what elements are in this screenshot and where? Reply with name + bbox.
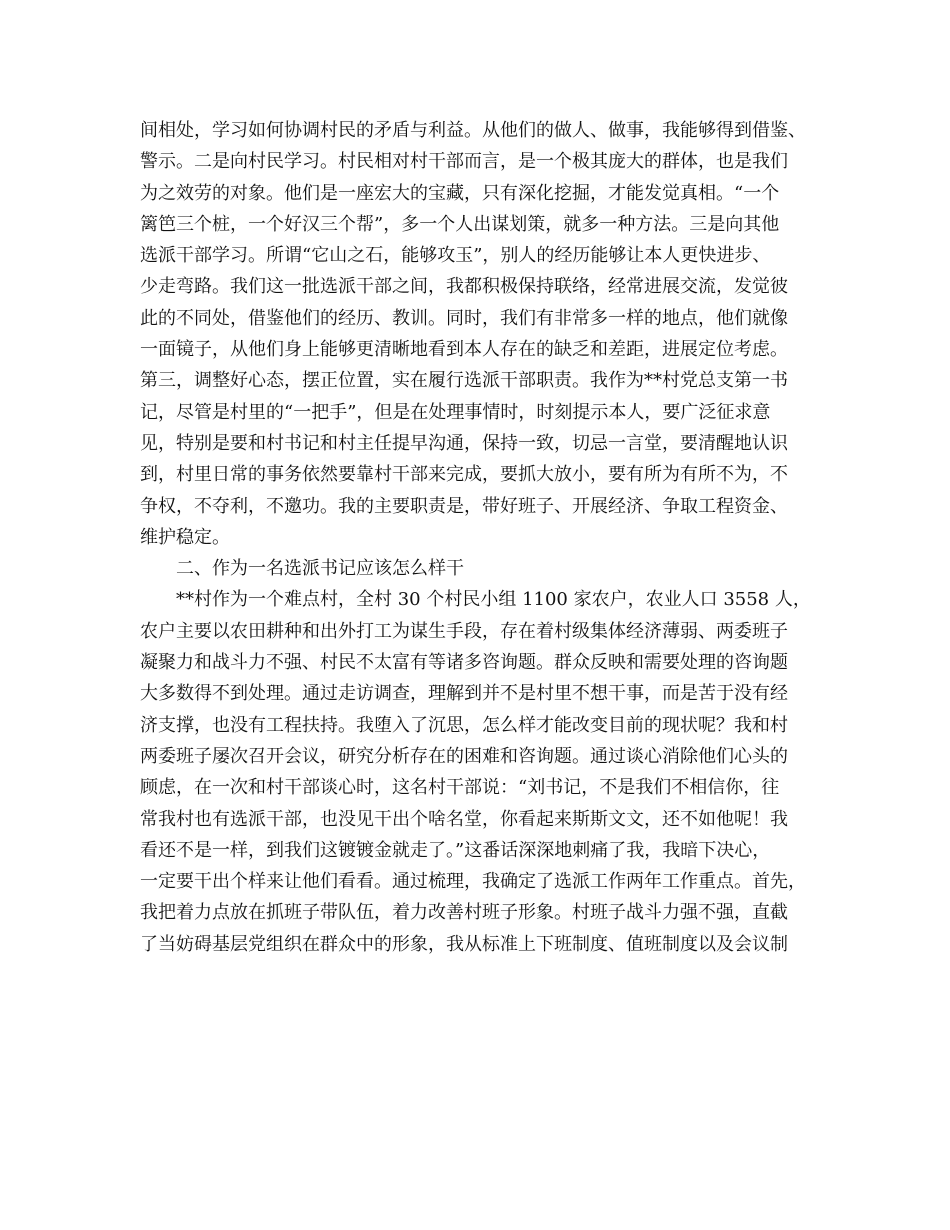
text-line: 凝聚力和战斗力不强、村民不太富有等诸多咨询题。群众反映和需要处理的咨询题: [140, 652, 788, 674]
text-line: 大多数得不到处理。通过走访调查，理解到并不是村里不想干事，而是苦于没有经: [140, 683, 788, 705]
text-line: 维护稳定。: [140, 526, 230, 548]
text-line: 一定要干出个样来让他们看看。通过梳理，我确定了选派工作两年工作重点。首先，: [140, 871, 806, 893]
text-line: 常我村也有选派干部，也没见干出个啥名堂，你看起来斯斯文文，还不如他呢！我: [140, 808, 788, 830]
document-body: [140, 115, 820, 960]
text-line: 到，村里日常的事务依然要靠村干部来完成，要抓大放小，要有所为有所不为，不: [140, 464, 788, 486]
text-line: 间相处，学习如何协调村民的矛盾与利益。从他们的做人、做事，我能够得到借鉴、: [140, 120, 806, 141]
text-line: 一面镜子，从他们身上能够更清晰地看到本人存在的缺乏和差距，进展定位考虑。: [140, 339, 788, 361]
text-line: 看还不是一样，到我们这镀镀金就走了。”这番话深深地刺痛了我，我暗下决心，: [140, 839, 771, 861]
text-line: 争权，不夺利，不邀功。我的主要职责是，带好班子、开展经济、争取工程资金、: [140, 495, 788, 517]
text-line: 为之效劳的对象。他们是一座宏大的宝藏，只有深化挖掘，才能发觉真相。“一个: [140, 182, 780, 204]
text-line: 第三，调整好心态，摆正位置，实在履行选派干部职责。我作为**村党总支第一书: [140, 370, 788, 392]
text-line: 了当妨碍基层党组织在群众中的形象，我从标准上下班制度、值班制度以及会议制: [140, 933, 788, 955]
text-line: 篱笆三个桩，一个好汉三个帮”，多一个人出谋划策，就多一种方法。三是向其他: [140, 213, 780, 235]
text-line: 农户主要以农田耕种和出外打工为谋生手段，存在着村级集体经济薄弱、两委班子: [140, 620, 788, 642]
text-line: 记，尽管是村里的“一把手”，但是在处理事情时，时刻提示本人，要广泛征求意: [140, 401, 771, 423]
text-line: 此的不同处，借鉴他们的经历、教训。同时，我们有非常多一样的地点，他们就像: [140, 307, 788, 329]
text-line: **村作为一个难点村，全村 30 个村民小组 1100 家农户，农业人口 3558 人，: [176, 589, 811, 611]
text-line: 我把着力点放在抓班子带队伍，着力改善村班子形象。村班子战斗力强不强，直截: [140, 902, 788, 924]
text-line: 见，特别是要和村书记和村主任提早沟通，保持一致，切忌一言堂，要清醒地认识: [140, 432, 788, 454]
text-line: 警示。二是向村民学习。村民相对村干部而言，是一个极其庞大的群体，也是我们: [140, 151, 788, 173]
text-line: 少走弯路。我们这一批选派干部之间，我都积极保持联络，经常进展交流，发觉彼: [140, 276, 788, 298]
text-line: 两委班子屡次召开会议，研究分析存在的困难和咨询题。通过谈心消除他们心头的: [140, 745, 788, 767]
text-line: 济支撑，也没有工程扶持。我堕入了沉思，怎么样才能改变目前的现状呢？我和村: [140, 714, 788, 736]
text-line: 顾虑，在一次和村干部谈心时，这名村干部说：“刘书记，不是我们不相信你，往: [140, 777, 780, 799]
section-heading: 二、作为一名选派书记应该怎么样干: [176, 558, 464, 580]
text-line: 选派干部学习。所谓“它山之石，能够攻玉”，别人的经历能够让本人更快进步、: [140, 245, 771, 267]
